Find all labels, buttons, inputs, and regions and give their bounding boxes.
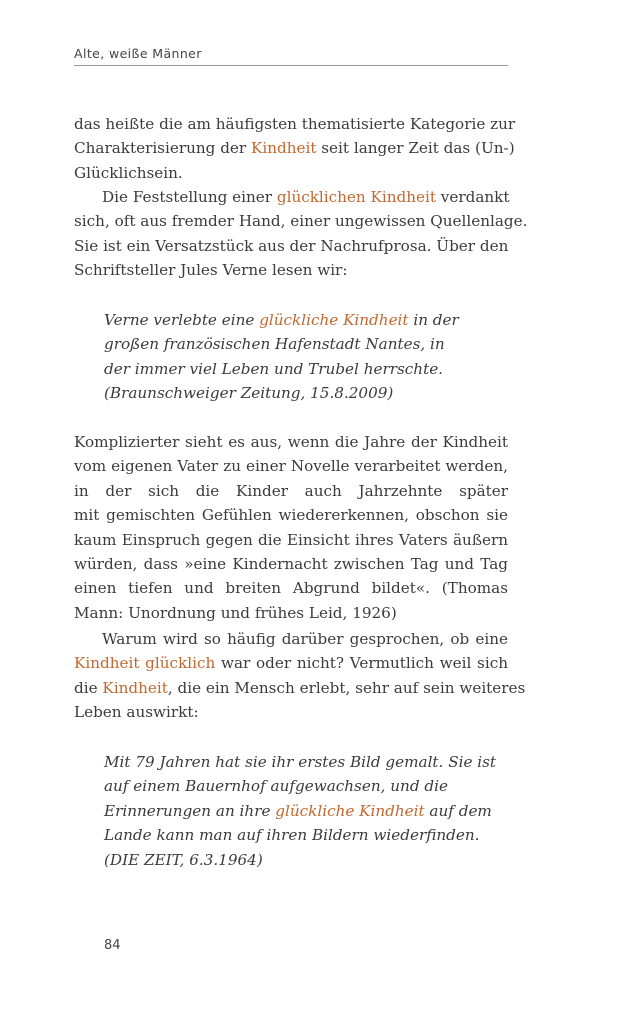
- p3-line-4: mit gemischten Gefühlen wiedererkennen, obschon sie: [74, 506, 508, 525]
- q2-line-2: auf einem Bauernhof aufgewachsen, und die: [104, 777, 448, 796]
- p3-line-8: Mann: Unordnung und frühes Leid, 1926): [74, 603, 397, 622]
- p3-line-1: Komplizierter sieht es aus, wenn die Jahre der Kindheit: [74, 433, 508, 451]
- highlight-gluecklichen-kindheit: glücklichen Kindheit: [276, 188, 436, 206]
- header-rule: [74, 65, 508, 66]
- paragraph-2: [74, 185, 528, 283]
- p2-line-4: Schriftsteller Jules Verne lesen wir:: [74, 261, 348, 280]
- highlight-kindheit-2: Kindheit: [102, 678, 168, 697]
- p4-line-3: die Kindheit, die ein Mensch erlebt, sehr auf sein weiteres: [74, 678, 526, 697]
- q1-line-1: Verne verlebte eine glückliche Kindheit in der: [104, 311, 459, 329]
- p3-line-5: kaum Einspruch gegen die Einsicht ihres Vaters äußern: [74, 530, 508, 549]
- paragraph-1: [74, 112, 516, 185]
- header-title: Alte, weiße Männer: [74, 46, 202, 61]
- running-header: [74, 46, 508, 66]
- page-number: 84: [104, 938, 121, 953]
- p2-line-1: Die Feststellung einer glücklichen Kindheit verdankt: [102, 188, 510, 206]
- highlight-glueckliche-kindheit-2: glückliche Kindheit: [275, 801, 425, 820]
- q2-line-1: Mit 79 Jahren hat sie ihr erstes Bild gemalt. Sie ist: [104, 753, 497, 771]
- q1-line-4: (Braunschweiger Zeitung, 15.8.2009): [104, 384, 394, 403]
- highlight-kindheit-gluecklich: Kindheit glücklich: [74, 654, 216, 673]
- q2-line-5: (DIE ZEIT, 6.3.1964): [104, 850, 263, 869]
- p1-line-1: das heißte die am häufigsten thematisierte Kategorie zur: [74, 115, 516, 133]
- p4-line-4: Leben auswirkt:: [74, 703, 199, 722]
- p4-line-2: Kindheit glücklich war oder nicht? Vermutlich weil sich: [74, 654, 508, 673]
- paragraph-4: [74, 627, 526, 725]
- q2-line-4: Lande kann man auf ihren Bildern wiederfinden.: [104, 826, 480, 845]
- p3-line-3: in der sich die Kinder auch Jahrzehnte später: [74, 481, 508, 500]
- p3-line-7: einen tiefen und breiten Abgrund bildet«. (Thomas: [74, 579, 508, 598]
- p1-line-2: Charakterisierung der Kindheit seit langer Zeit das (Un-): [74, 139, 515, 158]
- q2-line-3: Erinnerungen an ihre glückliche Kindheit auf dem: [104, 801, 492, 820]
- q1-line-2: großen französischen Hafenstadt Nantes, in: [104, 335, 445, 354]
- quote-1: [104, 308, 484, 406]
- highlight-glueckliche-kindheit: glückliche Kindheit: [259, 311, 409, 329]
- q1-line-3: der immer viel Leben und Trubel herrschte.: [104, 359, 444, 378]
- p4-line-1: Warum wird so häufig darüber gesprochen, ob eine: [102, 630, 508, 648]
- p1-line-3: Glücklichsein.: [74, 163, 183, 182]
- p3-line-2: vom eigenen Vater zu einer Novelle verarbeitet werden,: [74, 457, 508, 476]
- p3-line-6: würden, dass »eine Kindernacht zwischen Tag und Tag: [74, 555, 508, 574]
- p2-line-3: Sie ist ein Versatzstück aus der Nachrufprosa. Über den: [74, 236, 509, 255]
- quote-2: [104, 750, 497, 872]
- p2-line-2: sich, oft aus fremder Hand, einer ungewissen Quellenlage.: [74, 212, 528, 231]
- highlight-kindheit: Kindheit: [251, 139, 317, 158]
- paragraph-3: [74, 430, 508, 625]
